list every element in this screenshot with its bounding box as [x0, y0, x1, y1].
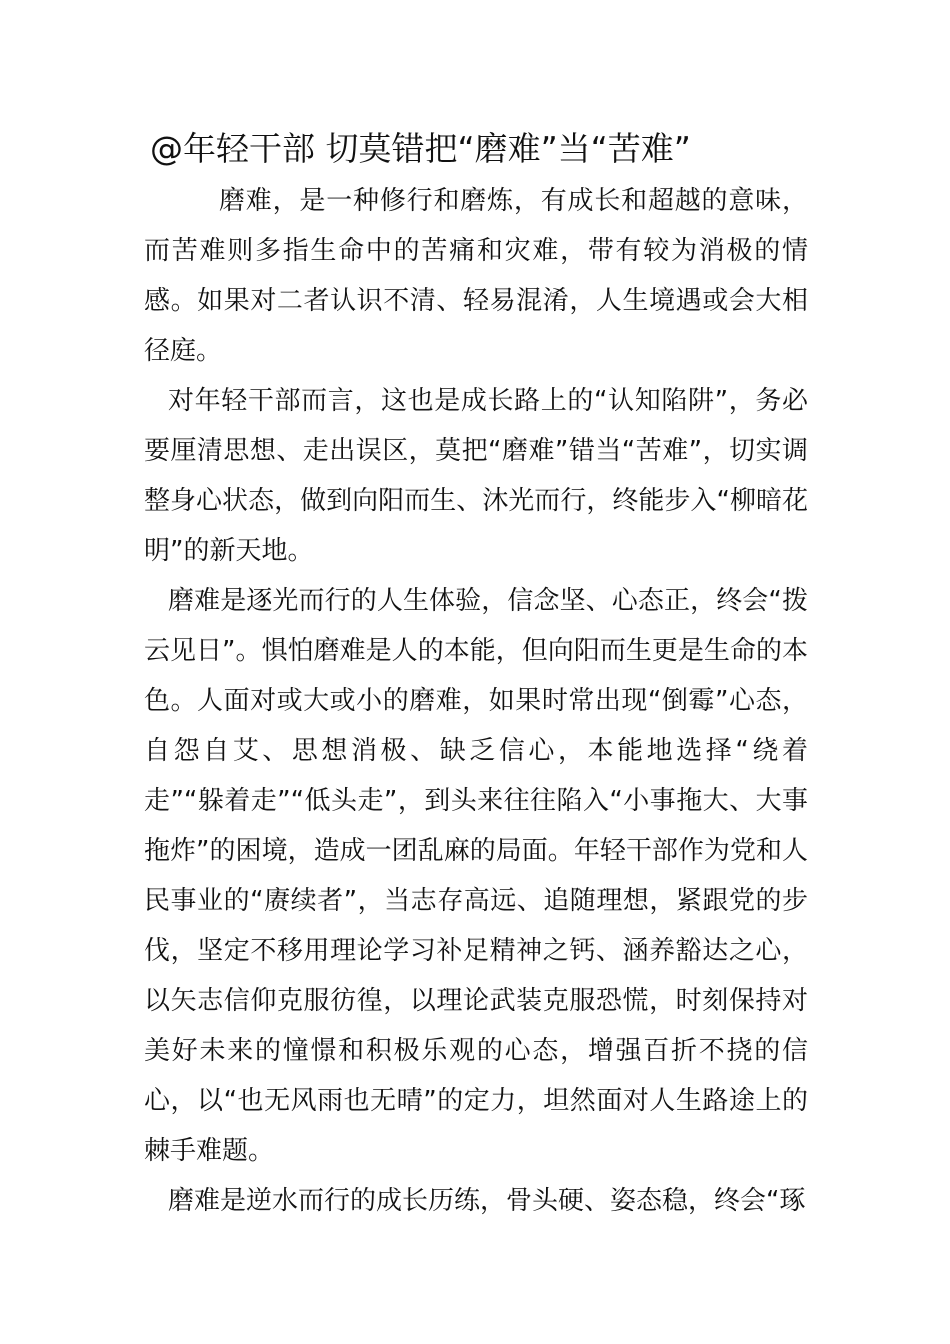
document-body: [144, 176, 808, 1226]
paragraph-4: 磨难是逆水而行的成长历练，骨头硬、姿态稳，终会“琢: [168, 1186, 806, 1216]
paragraph-3: 磨难是逐光而行的人生体验，信念坚、心态正，终会“拨云见日”。惧怕磨难是人的本能，但向阳而生更是生命的本色。人面对或大或小的磨难，如果时常出现“倒霉”心态，自怨自艾、思想消极、缺乏信心，本能地选择“绕着走”“躲着走”“低头走”，到头来往往陷入“小事拖大、大事拖炸”的困境，造成一团乱麻的局面。年轻干部作为党和人民事业的“赓续者”，当志存高远、追随理想，紧跟党的步伐，坚定不移用理论学习补足精神之钙、涵养豁达之心，以矢志信仰克服彷徨，以理论武装克服恐慌，时刻保持对美好未来的憧憬和积极乐观的心态，增强百折不挠的信心，以“也无风雨也无晴”的定力，坦然面对人生路途上的棘手难题。: [144, 586, 808, 1166]
paragraph-1: 磨难，是一种修行和磨炼，有成长和超越的意味，而苦难则多指生命中的苦痛和灾难，带有较为消极的情感。如果对二者认识不清、轻易混淆，人生境遇或会大相径庭。: [144, 186, 808, 366]
document-title: @年轻干部 切莫错把“磨难”当“苦难”: [150, 129, 691, 168]
paragraph-2: 对年轻干部而言，这也是成长路上的“认知陷阱”，务必要厘清思想、走出误区，莫把“磨难”错当“苦难”，切实调整身心状态，做到向阳而生、沐光而行，终能步入“柳暗花明”的新天地。: [144, 386, 808, 566]
